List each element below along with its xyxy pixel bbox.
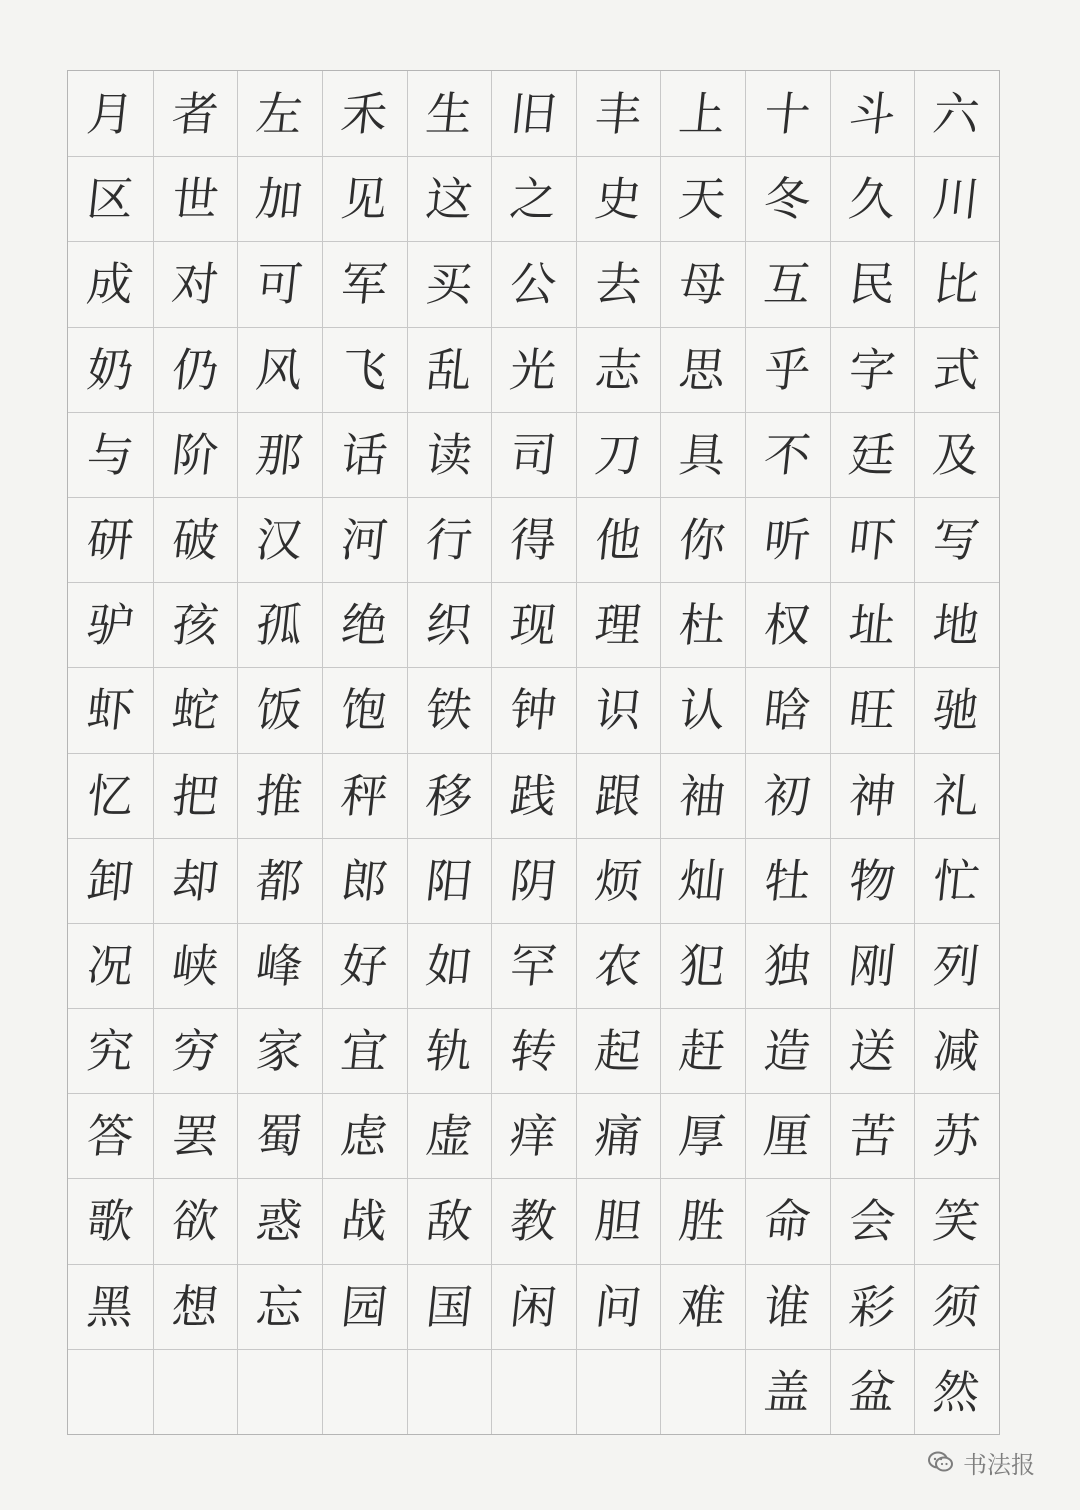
grid-character: 痛 <box>592 1108 644 1163</box>
grid-character: 世 <box>169 171 221 226</box>
grid-character: 上 <box>676 86 729 141</box>
grid-character: 黑 <box>84 1279 137 1334</box>
grid-character: 十 <box>761 86 814 141</box>
grid-character: 现 <box>507 597 560 652</box>
grid-character: 烦 <box>592 853 644 908</box>
grid-character: 盆 <box>846 1364 898 1419</box>
grid-character: 罕 <box>507 938 560 993</box>
grid-character: 司 <box>507 427 560 482</box>
grid-character: 卸 <box>84 853 137 908</box>
grid-character: 减 <box>930 1023 983 1078</box>
grid-character: 孤 <box>253 597 306 652</box>
grid-character: 闲 <box>507 1279 560 1334</box>
grid-character: 践 <box>507 768 560 823</box>
grid-character: 字 <box>846 342 898 397</box>
grid-character: 犯 <box>676 938 729 993</box>
grid-character: 驴 <box>84 597 137 652</box>
grid-character: 杜 <box>676 597 729 652</box>
grid-character: 川 <box>930 171 983 226</box>
grid-character: 吓 <box>846 512 898 567</box>
grid-character: 可 <box>253 256 306 311</box>
grid-character: 铁 <box>423 682 475 737</box>
grid-character: 认 <box>676 682 729 737</box>
grid-character: 罢 <box>169 1108 221 1163</box>
grid-character: 那 <box>253 427 306 482</box>
grid-character: 厘 <box>761 1108 814 1163</box>
grid-character: 公 <box>507 256 560 311</box>
grid-character: 仍 <box>169 342 221 397</box>
grid-character: 研 <box>84 512 137 567</box>
grid-character: 送 <box>846 1023 898 1078</box>
grid-character: 斗 <box>846 86 898 141</box>
grid-character: 家 <box>253 1023 306 1078</box>
grid-character: 郎 <box>338 853 391 908</box>
grid-character: 地 <box>930 597 983 652</box>
grid-character: 志 <box>592 342 644 397</box>
grid-character: 与 <box>84 427 137 482</box>
grid-character: 列 <box>930 938 983 993</box>
grid-character: 虾 <box>84 682 137 737</box>
grid-character: 盖 <box>761 1364 814 1419</box>
grid-character: 及 <box>930 427 983 482</box>
grid-character: 行 <box>423 512 475 567</box>
grid-character: 河 <box>338 512 391 567</box>
grid-character: 物 <box>846 853 898 908</box>
grid-character: 听 <box>761 512 814 567</box>
grid-character: 初 <box>761 768 814 823</box>
grid-character: 袖 <box>676 768 729 823</box>
grid-character: 权 <box>761 597 814 652</box>
grid-character: 须 <box>930 1279 983 1334</box>
grid-character: 他 <box>592 512 644 567</box>
grid-character: 都 <box>253 853 306 908</box>
grid-character: 忘 <box>253 1279 306 1334</box>
grid-character: 史 <box>592 171 644 226</box>
grid-character: 式 <box>930 342 983 397</box>
grid-character: 然 <box>930 1364 983 1419</box>
calligraphy-practice-sheet <box>67 70 1000 1435</box>
grid-character: 灿 <box>676 853 729 908</box>
grid-character: 孩 <box>169 597 221 652</box>
grid-character: 民 <box>846 256 898 311</box>
grid-character: 话 <box>338 427 391 482</box>
grid-character: 读 <box>423 427 475 482</box>
grid-character: 敌 <box>423 1194 475 1249</box>
character-grid <box>68 71 999 1434</box>
grid-character: 峰 <box>253 938 306 993</box>
grid-character: 欲 <box>169 1194 221 1249</box>
grid-character: 飞 <box>338 342 391 397</box>
grid-character: 秤 <box>338 768 391 823</box>
grid-character: 独 <box>761 938 814 993</box>
grid-character: 轨 <box>423 1023 475 1078</box>
grid-character: 比 <box>930 256 983 311</box>
watermark-text: 书法报 <box>963 1450 1035 1479</box>
grid-character: 见 <box>338 171 391 226</box>
grid-character: 写 <box>930 512 983 567</box>
grid-character: 阶 <box>169 427 221 482</box>
grid-character: 会 <box>846 1194 898 1249</box>
grid-character: 把 <box>169 768 221 823</box>
grid-character: 忙 <box>930 853 983 908</box>
grid-character: 成 <box>84 256 137 311</box>
grid-character: 峡 <box>169 938 221 993</box>
grid-character: 蜀 <box>253 1108 306 1163</box>
grid-character: 歌 <box>84 1194 137 1249</box>
grid-character: 赶 <box>676 1023 729 1078</box>
grid-character: 六 <box>930 86 983 141</box>
grid-character: 绝 <box>338 597 391 652</box>
grid-character: 跟 <box>592 768 644 823</box>
grid-character: 汉 <box>253 512 306 567</box>
grid-character: 具 <box>676 427 729 482</box>
grid-character: 穷 <box>169 1023 221 1078</box>
grid-character: 廷 <box>846 427 898 482</box>
grid-character: 得 <box>507 512 560 567</box>
grid-character: 互 <box>761 256 814 311</box>
grid-character: 思 <box>676 342 729 397</box>
grid-character: 惑 <box>253 1194 306 1249</box>
grid-character: 命 <box>761 1194 814 1249</box>
grid-character: 旧 <box>507 86 560 141</box>
grid-character: 饭 <box>253 682 306 737</box>
grid-character: 你 <box>676 512 729 567</box>
grid-character: 阴 <box>507 853 560 908</box>
grid-character: 冬 <box>761 171 814 226</box>
grid-character: 国 <box>423 1279 475 1334</box>
grid-character: 想 <box>169 1279 221 1334</box>
grid-character: 去 <box>592 256 644 311</box>
grid-character: 谁 <box>761 1279 814 1334</box>
grid-character: 虑 <box>338 1108 391 1163</box>
grid-character: 光 <box>507 342 560 397</box>
grid-character: 问 <box>592 1279 644 1334</box>
grid-character: 园 <box>338 1279 391 1334</box>
wechat-icon <box>927 1448 955 1476</box>
grid-character: 驰 <box>930 682 983 737</box>
grid-character: 农 <box>592 938 644 993</box>
grid-character: 生 <box>423 86 475 141</box>
grid-character: 答 <box>84 1108 137 1163</box>
grid-character: 苦 <box>846 1108 898 1163</box>
grid-character: 乱 <box>423 342 475 397</box>
grid-character: 天 <box>676 171 729 226</box>
watermark <box>927 1446 1035 1478</box>
grid-character: 禾 <box>338 86 391 141</box>
grid-character: 却 <box>169 853 221 908</box>
grid-character: 旺 <box>846 682 898 737</box>
grid-character: 刀 <box>592 427 644 482</box>
grid-character: 奶 <box>84 342 137 397</box>
grid-character: 刚 <box>846 938 898 993</box>
grid-character: 乎 <box>761 342 814 397</box>
grid-character: 买 <box>423 256 475 311</box>
grid-character: 宜 <box>338 1023 391 1078</box>
grid-character: 理 <box>592 597 644 652</box>
grid-character: 胆 <box>592 1194 644 1249</box>
grid-character: 难 <box>676 1279 729 1334</box>
grid-character: 晗 <box>761 682 814 737</box>
grid-character: 神 <box>846 768 898 823</box>
grid-character: 造 <box>761 1023 814 1078</box>
grid-character: 况 <box>84 938 137 993</box>
grid-character: 左 <box>253 86 306 141</box>
grid-character: 阳 <box>423 853 475 908</box>
grid-character: 移 <box>423 768 475 823</box>
grid-character: 母 <box>676 256 729 311</box>
grid-character: 丰 <box>592 86 644 141</box>
grid-character: 究 <box>84 1023 137 1078</box>
grid-character: 区 <box>84 171 137 226</box>
grid-character: 战 <box>338 1194 391 1249</box>
grid-character: 推 <box>253 768 306 823</box>
grid-character: 之 <box>507 171 560 226</box>
grid-character: 址 <box>846 597 898 652</box>
grid-character: 笑 <box>930 1194 983 1249</box>
grid-character: 好 <box>338 938 391 993</box>
grid-character: 痒 <box>507 1108 560 1163</box>
grid-character: 这 <box>423 171 475 226</box>
grid-character: 风 <box>253 342 306 397</box>
grid-character: 钟 <box>507 682 560 737</box>
grid-character: 识 <box>592 682 644 737</box>
grid-character: 加 <box>253 171 306 226</box>
grid-character: 起 <box>592 1023 644 1078</box>
grid-character: 牡 <box>761 853 814 908</box>
grid-character: 彩 <box>846 1279 898 1334</box>
grid-character: 织 <box>423 597 475 652</box>
grid-character: 者 <box>169 86 221 141</box>
grid-character: 忆 <box>84 768 137 823</box>
grid-character: 礼 <box>930 768 983 823</box>
grid-character: 不 <box>761 427 814 482</box>
grid-character: 厚 <box>676 1108 729 1163</box>
grid-character: 破 <box>169 512 221 567</box>
grid-character: 苏 <box>930 1108 983 1163</box>
grid-character: 教 <box>507 1194 560 1249</box>
grid-character: 蛇 <box>169 682 221 737</box>
grid-character: 如 <box>423 938 475 993</box>
grid-character: 久 <box>846 171 898 226</box>
grid-character: 军 <box>338 256 391 311</box>
grid-character: 胜 <box>676 1194 729 1249</box>
grid-character: 虚 <box>423 1108 475 1163</box>
grid-character: 饱 <box>338 682 391 737</box>
grid-character: 转 <box>507 1023 560 1078</box>
grid-character: 对 <box>169 256 221 311</box>
grid-character: 月 <box>84 86 137 141</box>
